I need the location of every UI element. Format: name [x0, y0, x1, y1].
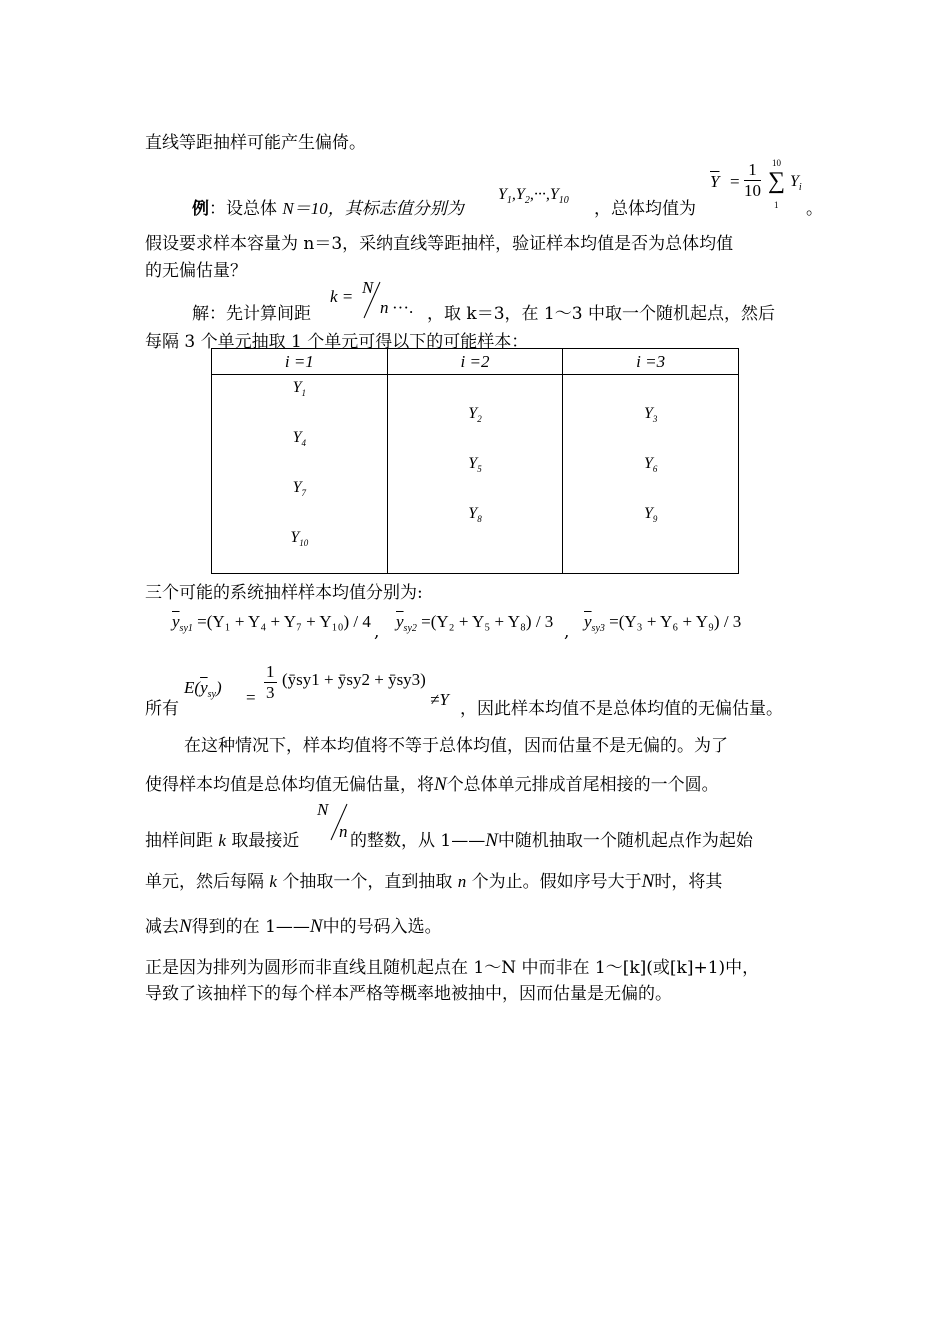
mean-formula-1: $\overline{y}_{sy1} =(Y_1 + Y_4 + Y_7 + Y_{10}) / 4$ — [172, 612, 371, 634]
sum-upper: 10 — [772, 158, 781, 168]
sum-of-means: (ȳsy1 + ȳsy2 + ȳsy3) — [282, 670, 426, 689]
example-text2: ，总体均值为 — [594, 199, 696, 219]
interval-numerator: N — [362, 278, 374, 297]
fraction-slash — [362, 280, 382, 320]
not-equal-mean: ≠Y — [430, 690, 449, 709]
sample-item: $Y_1$ — [292, 379, 307, 398]
column-1-cell — [212, 375, 388, 574]
header-i2: i =2 — [387, 349, 563, 375]
paragraph-circular-1: 在这种情况下，样本均值将不等于总体均值，因而估量不是无偏的。为了 — [184, 736, 728, 756]
k-equals: k = — [330, 287, 354, 306]
interval-denominator: n — [380, 298, 389, 317]
sample-item: $Y_5$ — [468, 455, 482, 474]
header-i1: i =1 — [212, 349, 388, 375]
paragraph-means-intro: 三个可能的系统抽样样本均值分别为: — [145, 583, 423, 603]
solution-rest: ，取 k＝3，在 1～3 中取一个随机起点，然后 — [427, 304, 775, 324]
sample-item: $Y_4$ — [292, 429, 307, 448]
expect-lead: 所有 — [145, 699, 179, 719]
sample-item: $Y_3$ — [643, 405, 658, 424]
paragraph-subtract: 减去N得到的在 1——N中的号码入选。 — [145, 916, 442, 937]
example-end: 。 — [806, 199, 823, 219]
header-i3: i =3 — [563, 349, 739, 375]
table-header-row — [212, 349, 739, 375]
sample-item: $Y_9$ — [643, 505, 658, 524]
paragraph-interval-a: 抽样间距 k 取最接近 — [145, 831, 300, 851]
equals-sign: = — [730, 172, 740, 191]
sample-item: $Y_7$ — [292, 479, 307, 498]
paragraph-question-2: 的无偏估量？ — [145, 261, 247, 281]
example-text1: ：设总体 — [209, 199, 277, 219]
interval-fraction: N n — [317, 800, 348, 841]
sample-table — [211, 348, 739, 574]
sum-term: $Y_i$ — [790, 173, 802, 193]
mean-symbol: $\overline{Y}$ — [710, 172, 720, 191]
sample-item: $Y_2$ — [468, 405, 482, 424]
ellipsis: ···. — [392, 298, 414, 317]
solution-lead: 解：先计算间距 — [192, 304, 311, 324]
fraction-one-third: $\frac{1}{3}$ — [266, 662, 275, 702]
paragraph-samples-intro: 每隔 3 个单元抽取 1 个单元可得以下的可能样本： — [145, 332, 529, 352]
value-sequence: $Y_1,Y_2,\cdot\cdot\cdot,Y_{10}$ — [498, 186, 569, 206]
example-line — [192, 194, 464, 219]
paragraph-conclusion-1: 正是因为排列为圆形而非直线且随机起点在 1～N 中而非在 1～[k](或[k]+1)中， — [145, 958, 760, 978]
mean-formula-2: $\overline{y}_{sy2} =(Y_2 + Y_5 + Y_8) / 3$ — [396, 612, 554, 634]
sample-item: $Y_6$ — [643, 455, 658, 474]
fraction-one-tenth: $\frac{1}{10}$ — [744, 160, 761, 200]
column-2-cell — [387, 375, 563, 574]
paragraph-circular-2: 使得样本均值是总体均值无偏估量，将N个总体单元排成首尾相接的一个圆。 — [145, 774, 719, 795]
paragraph-bias: 直线等距抽样可能产生偏倚。 — [145, 133, 366, 153]
sum-symbol: ∑ — [768, 168, 786, 194]
paragraph-question-1: 假设要求样本容量为 n＝3，采纳直线等距抽样，验证样本均值是否为总体均值 — [145, 234, 734, 254]
expect-rest: ，因此样本均值不是总体均值的无偏估量。 — [460, 699, 783, 719]
column-3-cell — [563, 375, 739, 574]
sum-lower: 1 — [774, 200, 779, 210]
mean-formula-3: $\overline{y}_{sy3} =(Y_3 + Y_6 + Y_9) / 3$ — [584, 612, 742, 634]
table-row — [212, 375, 739, 574]
sample-item: $Y_{10}$ — [290, 529, 309, 548]
sample-item: $Y_8$ — [468, 505, 482, 524]
paragraph-every-k: 单元，然后每隔 k 个抽取一个，直到抽取 n 个为止。假如序号大于N时，将其 — [145, 871, 723, 892]
paragraph-conclusion-2: 导致了该抽样下的每个样本严格等概率地被抽中，因而估量是无偏的。 — [145, 984, 672, 1004]
expectation-formula: $E(\overline{y}_{sy})$ = $\frac{1}{3}$ (ȳsy1 + ȳsy2 + ȳsy3) — [184, 662, 426, 707]
paragraph-interval-b: 的整数，从 1——N中随机抽取一个随机起点作为起始 — [350, 830, 753, 851]
example-label: 例 — [192, 199, 209, 219]
separator-comma: , — [374, 622, 380, 642]
interval-formula — [328, 278, 438, 324]
separator-comma: , — [564, 622, 570, 642]
example-N-eq: N＝10，其标志值分别为 — [282, 199, 464, 218]
